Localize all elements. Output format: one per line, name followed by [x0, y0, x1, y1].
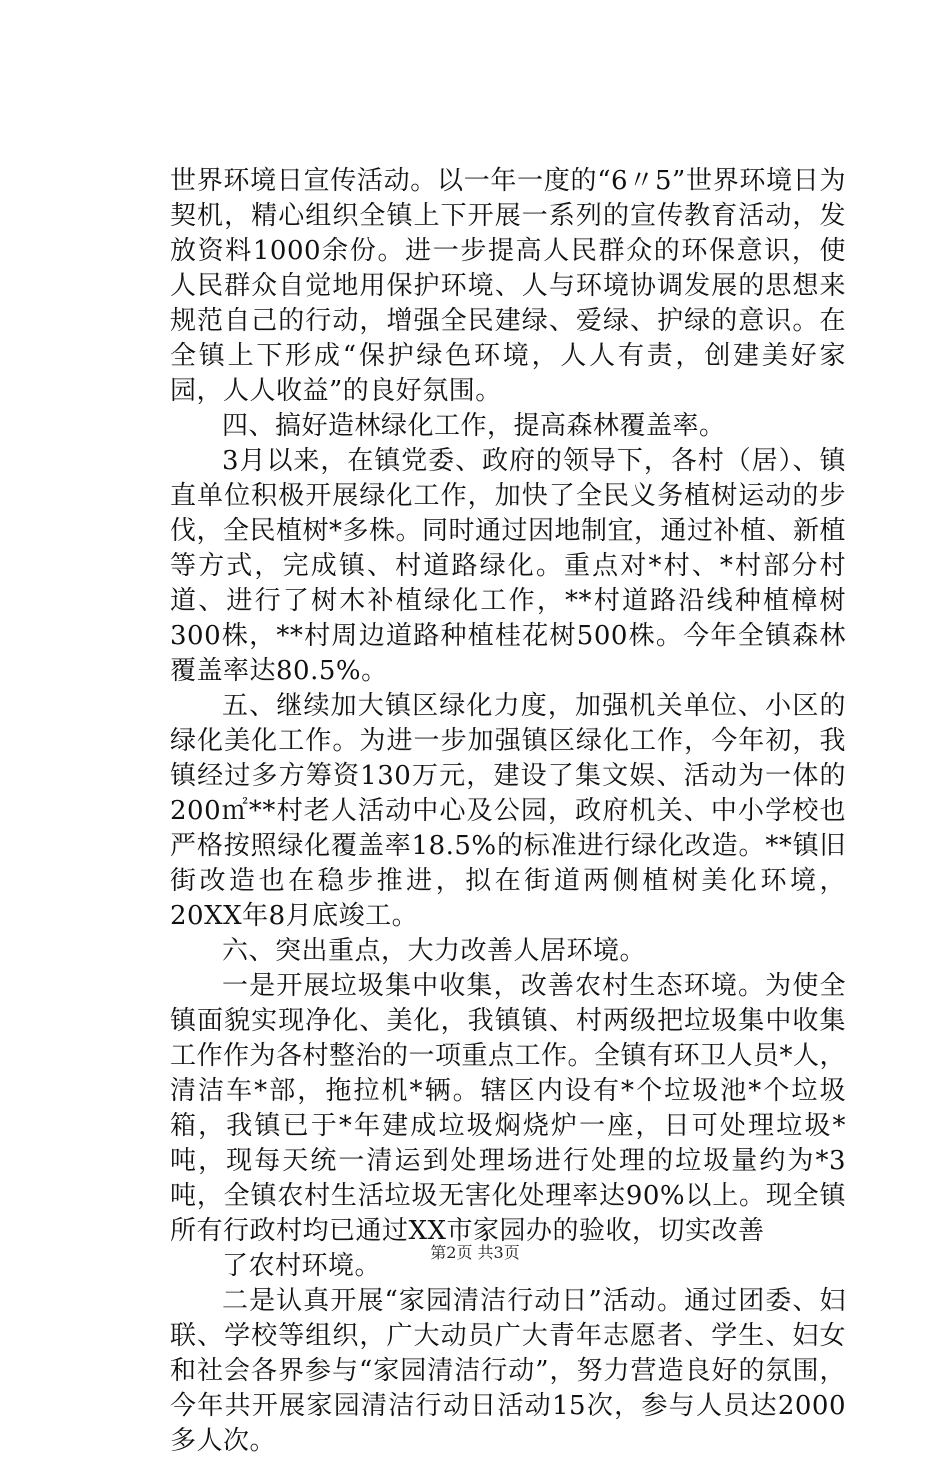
- paragraph-environment-day: 世界环境日宣传活动。以一年一度的“6〃5”世界环境日为契机，精心组织全镇上下开展一系列的宣传教育活动，发放资料1000余份。进一步提高人民群众的环保意识，使人民群众自觉地用保护环境、人与环境协调发展的思想来规范自己的行动，增强全民建绿、爱绿、护绿的意识。在全镇上下形成“保护绿色环境，人人有责，创建美好家园，人人收益”的良好氛围。: [170, 166, 846, 406]
- heading-afforestation: 四、搞好造林绿化工作，提高森林覆盖率。: [222, 411, 726, 441]
- heading-living-environment: 六、突出重点，大力改善人居环境。: [222, 936, 647, 966]
- paragraph-afforestation: 3月以来，在镇党委、政府的领导下，各村（居）、镇直单位积极开展绿化工作，加快了全民义务植树运动的步伐，全民植树*多株。同时通过因地制宜，通过补植、新植等方式，完成镇、村道路绿化。重点对*村、*村部分村道、进行了树木补植绿化工作，**村道路沿线种植樟树300株，**村周边道路种植桂花树500株。今年全镇森林覆盖率达80.5%。: [170, 446, 847, 686]
- paragraph-town-greening: 五、继续加大镇区绿化力度，加强机关单位、小区的绿化美化工作。为进一步加强镇区绿化工作，今年初，我镇经过多方筹资130万元，建设了集文娱、活动为一体的200㎡**村老人活动中心及公园，政府机关、中小学校也严格按照绿化覆盖率18.5%的标准进行绿化改造。**镇旧街改造也在稳步推进，拟在街道两侧植树美化环境，20XX年8月底竣工。: [170, 691, 846, 931]
- page-number-footer: 第2页 共3页: [430, 1243, 520, 1262]
- document-body: [170, 164, 846, 1459]
- paragraph-clean-action-day: 二是认真开展“家园清洁行动日”活动。通过团委、妇联、学校等组织，广大动员广大青年志愿者、学生、妇女和社会各界参与“家园清洁行动”，努力营造良好的氛围，今年共开展家园清洁行动日活动15次，参与人员达2000多人次。: [170, 1286, 846, 1456]
- paragraph-garbage-collection: 一是开展垃圾集中收集，改善农村生态环境。为使全镇面貌实现净化、美化，我镇镇、村两级把垃圾集中收集工作作为各村整治的一项重点工作。全镇有环卫人员*人，清洁车*部，拖拉机*辆。辖区内设有*个垃圾池*个垃圾箱，我镇已于*年建成垃圾焖烧炉一座，日可处理垃圾*吨，现每天统一清运到处理场进行处理的垃圾量约为*3吨，全镇农村生活垃圾无害化处理率达90%以上。现全镇所有行政村均已通过XX市家园办的验收，切实改善: [170, 971, 847, 1246]
- paragraph-garbage-continuation: 了农村环境。: [222, 1251, 382, 1281]
